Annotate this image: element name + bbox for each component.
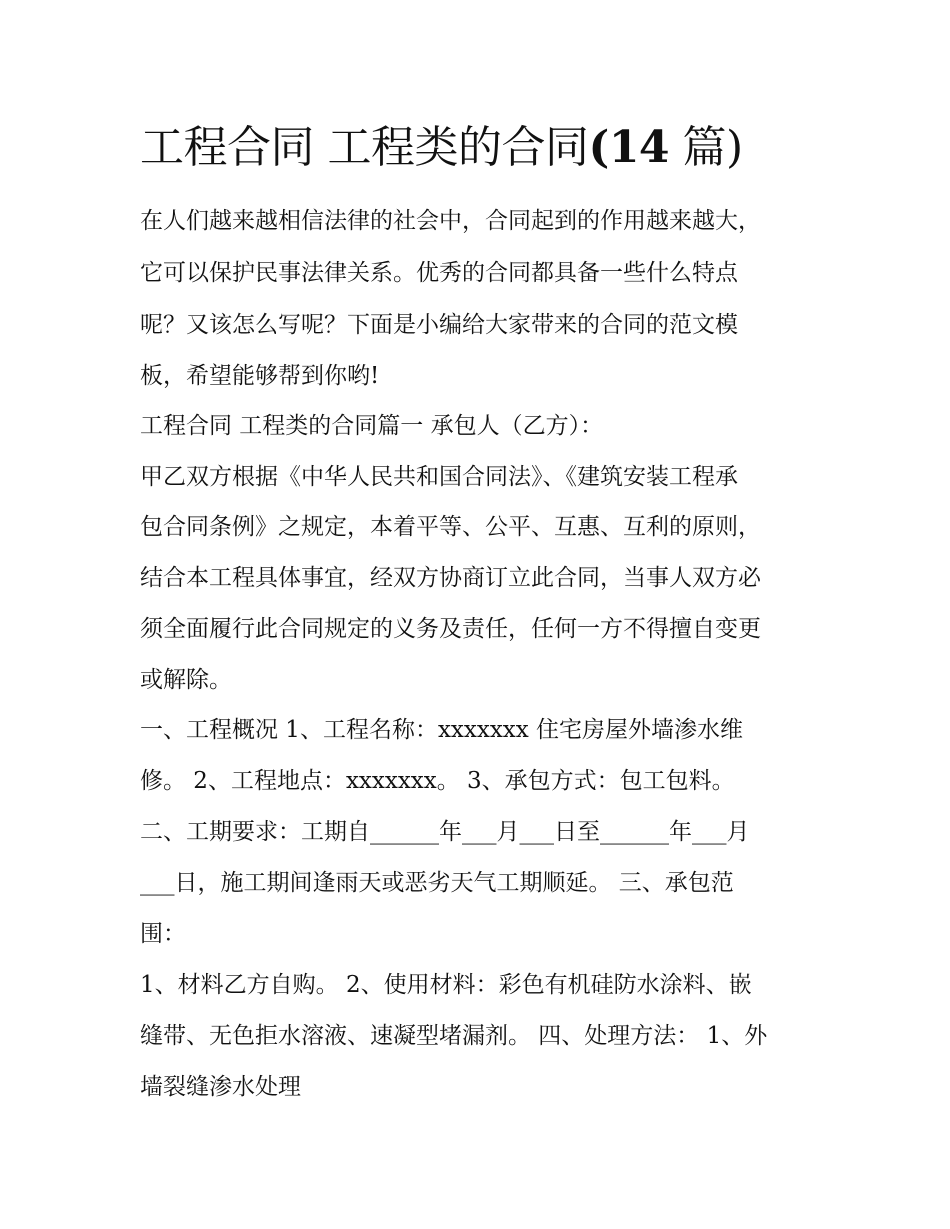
title-suffix: 篇) — [669, 122, 743, 173]
paragraph-line: 呢？又该怎么写呢？下面是小编给大家带来的合同的范文模 — [140, 312, 738, 338]
paragraph-line: 它可以保护民事法律关系。优秀的合同都具备一些什么特点 — [140, 260, 738, 286]
clause-line: 1、材料乙方自购。 2、使用材料：彩色有机硅防水涂料、嵌 — [140, 972, 752, 998]
clause-line: ___日，施工期间逢雨天或恶劣天气工期顺延。 三、承包范 — [140, 870, 734, 896]
section-heading-line: 工程合同 工程类的合同篇一 承包人（乙方）： — [140, 413, 604, 439]
title-main: 工程合同 工程类的合同 — [140, 122, 589, 173]
clause-line: 缝带、无色拒水溶液、速凝型堵漏剂。 四、处理方法： 1、外 — [140, 1023, 768, 1049]
paragraph-line: 或解除。 — [140, 667, 232, 693]
clause-line: 一、工程概况 1、工程名称：xxxxxxx 住宅房屋外墙渗水维 — [140, 717, 744, 743]
title-count: (14 — [588, 122, 670, 173]
clause-line: 二、工期要求：工期自______年___月___日至______年___月 — [140, 819, 750, 845]
paragraph-line: 板，希望能够帮到你哟! — [140, 363, 380, 389]
clause-line: 修。 2、工程地点：xxxxxxx。 3、承包方式：包工包料。 — [140, 768, 735, 794]
clause-line: 围： — [140, 921, 186, 947]
paragraph-line: 在人们越来越相信法律的社会中，合同起到的作用越来越大， — [140, 208, 761, 234]
document-title — [140, 118, 840, 178]
paragraph-line: 须全面履行此合同规定的义务及责任，任何一方不得擅自变更 — [140, 616, 761, 642]
clause-line: 墙裂缝渗水处理 — [140, 1074, 301, 1100]
paragraph-line: 结合本工程具体事宜，经双方协商订立此合同，当事人双方必 — [140, 565, 761, 591]
paragraph-line: 包合同条例》之规定，本着平等、公平、互惠、互利的原则， — [140, 514, 761, 540]
paragraph-line: 甲乙双方根据《中华人民共和国合同法》、《建筑安装工程承 — [140, 464, 738, 490]
